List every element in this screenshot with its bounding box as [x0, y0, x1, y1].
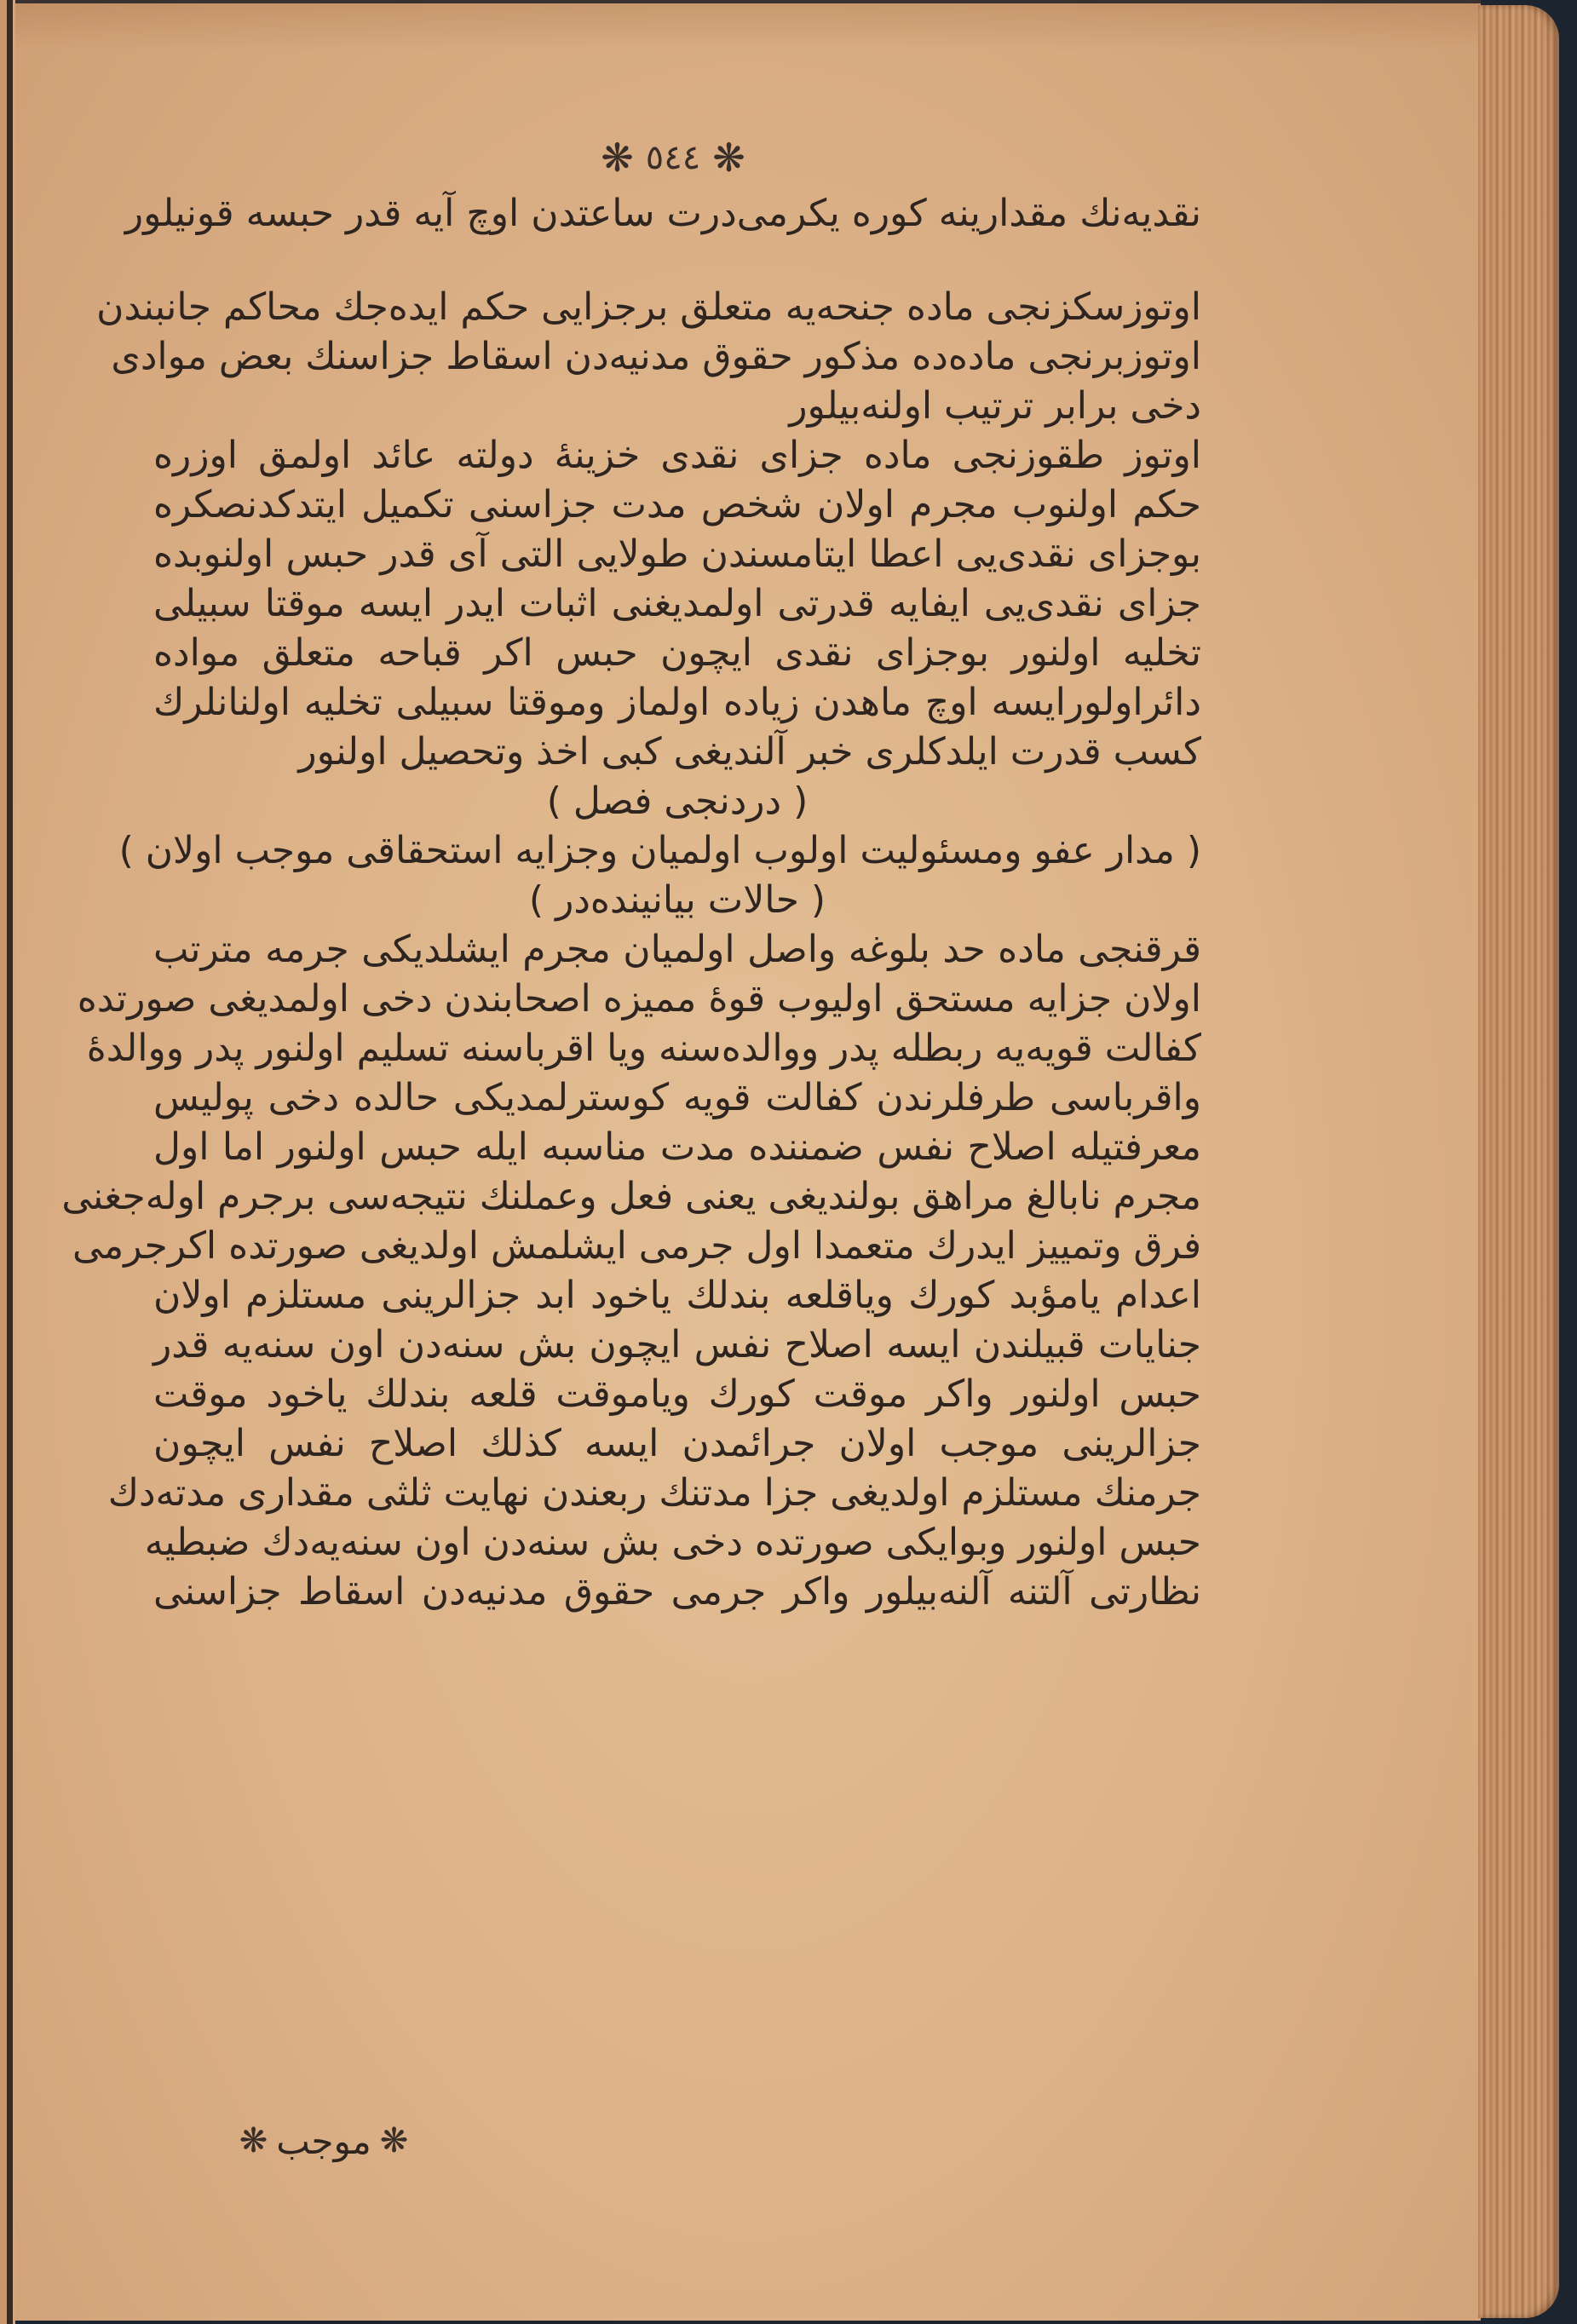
text-line: معرفتیله اصلاح نفس ضمننده مدت مناسبه ایله حبس اولنور اما اول	[153, 1125, 1201, 1169]
text-line: جزای نقدی‌یی ایفایه قدرتی اولمدیغنی اثبات ایدر ایسه موقتا سبیلی	[153, 582, 1201, 625]
text-line: نظارتی آلتنه آلنه‌بیلور واكر جرمی حقوق مدنیه‌دن اسقاط جزاسنی	[153, 1570, 1201, 1614]
text-line: حبس اولنور وبوایكی صورتده دخی بش سنه‌دن اون سنه‌یه‌دك ضبطیه	[144, 1521, 1201, 1564]
text-line: بوجزای نقدی‌یی اعطا ایتامسندن طولایی التی آی قدر حبس اولنوبده	[153, 532, 1201, 576]
text-line: حبس اولنور واكر موقت كورك ویاموقت قلعه بندلك یاخود موقت	[153, 1372, 1201, 1416]
text-line: كسب قدرت ایلدكلری خبر آلندیغی كبی اخذ وتحصیل اولنور	[298, 730, 1201, 774]
text-line: جزالرینی موجب اولان جرائمدن ایسه كذلك اصلاح نفس ایچون	[153, 1422, 1201, 1465]
text-line: دخی برابر ترتیب اولنه‌بیلور	[789, 384, 1201, 428]
page-gutter	[0, 0, 15, 2324]
text-line: دائراولورایسه اوچ ماهدن زیاده اولماز وموقتا سبیلی تخلیه اولنانلرك	[153, 681, 1201, 724]
text-line: جنایات قبیلندن ایسه اصلاح نفس ایچون بش سنه‌دن اون سنه‌یه قدر	[153, 1323, 1201, 1366]
text-line: نقدیه‌نك مقدارینه كوره یكرمی‌درت ساعتدن اوچ آیه قدر حبسه قونیلور	[124, 192, 1201, 235]
text-line: اولان جزایه مستحق اولیوب قوهٔ ممیزه اصحابندن دخی اولمدیغی صورتده	[77, 977, 1201, 1021]
book-fore-edge	[1478, 5, 1559, 2318]
chapter-subtitle: ( حالات بیانینده‌در )	[528, 878, 826, 922]
text-line: جرمنك مستلزم اولدیغی جزا مدتنك ربعندن نهایت ثلثی مقداری مدته‌دك	[107, 1471, 1201, 1515]
text-line: كفالت قویه‌یه ربطله پدر ووالده‌سنه ویا اقرباسنه تسلیم اولنور پدر ووالدهٔ	[86, 1027, 1201, 1070]
text-line: حكم اولنوب مجرم اولان شخص مدت جزاسنی تكمیل ایتدكدنصكره	[153, 483, 1201, 526]
article-39-line: اوتوز طقوزنجی ماده جزای نقدی خزینهٔ دولته عائد اولمق اوزره	[153, 434, 1201, 477]
ornament-icon: ❋	[601, 135, 634, 181]
text-line: اعدام یامؤبد كورك ویاقلعه بندلك یاخود ابد جزالرینی مستلزم اولان	[153, 1274, 1201, 1317]
body-text	[61, 189, 1201, 1617]
text-line: مجرم نابالغ مراهق بولندیغی یعنی فعل وعملنك نتیجه‌سی برجرم اوله‌جغنی	[61, 1175, 1201, 1218]
paragraph-gap	[153, 239, 1201, 283]
article-38-line: اوتوزسكزنجی ماده جنحه‌یه متعلق برجزایی حكم ایده‌جك محاكم جانبندن	[96, 285, 1201, 329]
catchword-text: موجب	[276, 2120, 371, 2162]
page-number: ٥٤٤	[645, 138, 701, 177]
catchword	[213, 2111, 435, 2171]
chapter-heading: ( دردنجی فصل )	[546, 779, 809, 823]
ornament-icon: ❋	[239, 2121, 268, 2160]
ornament-icon: ❋	[379, 2121, 409, 2160]
article-40-line: قرقنجی ماده حد بلوغه واصل اولمیان مجرم ایشلدیكی جرمه مترتب	[153, 928, 1201, 971]
text-line: اوتوزبرنجی ماده‌ده مذكور حقوق مدنیه‌دن اسقاط جزاسنك بعض موادی	[111, 335, 1201, 378]
page-shadow	[15, 0, 1481, 51]
text-line: فرق وتمییز ایدرك متعمدا اول جرمی ایشلمش اولدیغی صورتده اكرجرمی	[72, 1224, 1201, 1268]
text-line: تخلیه اولنور بوجزای نقدی ایچون حبس اكر قباحه متعلق مواده	[153, 631, 1201, 675]
chapter-subtitle: ( مدار عفو ومسئولیت اولوب اولمیان وجزایه استحقاقی موجب اولان )	[118, 829, 1201, 872]
text-line: واقرباسی طرفلرندن كفالت قویه كوسترلمدیكی حالده دخی پولیس	[153, 1076, 1201, 1119]
ornament-icon: ❋	[712, 135, 745, 181]
page-header	[588, 128, 758, 187]
